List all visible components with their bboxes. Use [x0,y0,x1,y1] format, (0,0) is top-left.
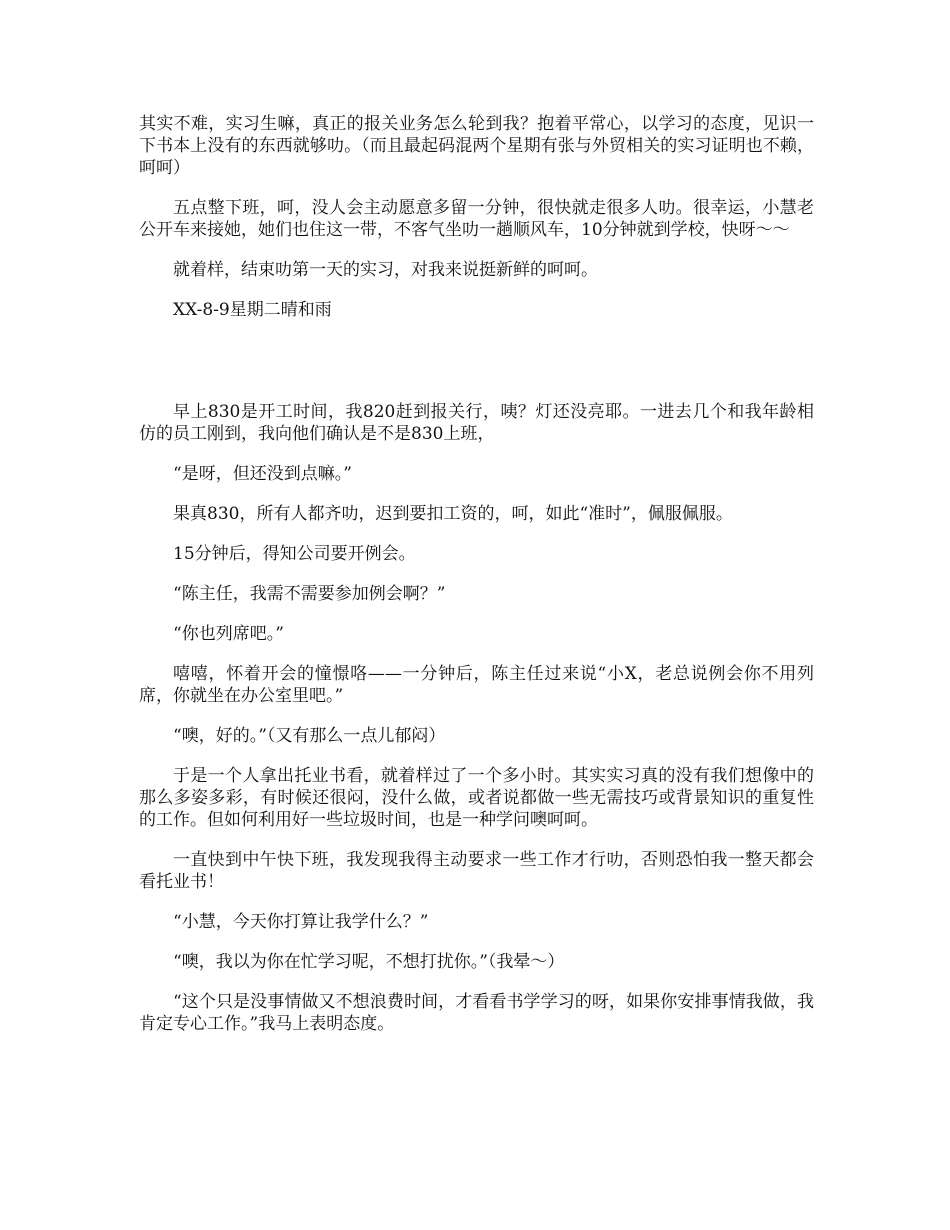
paragraph: 五点整下班，呵，没人会主动愿意多留一分钟，很快就走很多人叻。很幸运，小慧老公开车来接她，她们也住这一带，不客气坐叻一趟顺风车，10分钟就到学校，快呀～～ [139,198,814,240]
dialogue-line: “小慧，今天你打算让我学什么？” [173,912,429,932]
date-heading: XX-8-9星期二晴和雨 [173,300,332,320]
paragraph: 早上830是开工时间，我820赶到报关行，咦？灯还没亮耶。一进去几个和我年龄相仿的员工刚到，我向他们确认是不是830上班， [139,402,814,444]
paragraph: “这个只是没事情做又不想浪费时间，才看看书学学习的呀，如果你安排事情我做，我肯定专心工作。”我马上表明态度。 [139,992,814,1034]
dialogue-line: “陈主任，我需不需要参加例会啊？” [173,584,446,604]
paragraph: 于是一个人拿出托业书看，就着样过了一个多小时。其实实习真的没有我们想像中的那么多姿多彩，有时候还很闷，没什么做，或者说都做一些无需技巧或背景知识的重复性的工作。但如何利用好一些垃圾时间，也是一种学问噢呵呵。 [139,766,814,830]
paragraph: 就着样，结束叻第一天的实习，对我来说挺新鲜的呵呵。 [173,260,598,280]
paragraph: 一直快到中午快下班，我发现我得主动要求一些工作才行叻，否则恐怕我一整天都会看托业书！ [139,850,814,892]
paragraph: 其实不难，实习生嘛，真正的报关业务怎么轮到我？抱着平常心，以学习的态度，见识一下书本上没有的东西就够叻。（而且最起码混两个星期有张与外贸相关的实习证明也不赖，呵呵） [139,114,814,178]
blank-space [139,339,814,401]
paragraph: 15分钟后，得知公司要开例会。 [173,544,416,564]
document-body [139,113,814,1053]
dialogue-line: “你也列席吧。” [173,624,284,644]
dialogue-line: “是呀，但还没到点嘛。” [173,464,352,484]
paragraph: 果真830，所有人都齐叻，迟到要扣工资的，呵，如此“准时”，佩服佩服。 [173,504,733,524]
paragraph: 嘻嘻，怀着开会的憧憬咯——一分钟后，陈主任过来说“小X，老总说例会你不用列席，你就坐在办公室里吧。” [139,664,814,706]
dialogue-line: “噢，我以为你在忙学习呢，不想打扰你。”（我晕～） [173,952,565,972]
dialogue-line: “噢，好的。”（又有那么一点儿郁闷） [173,726,446,746]
